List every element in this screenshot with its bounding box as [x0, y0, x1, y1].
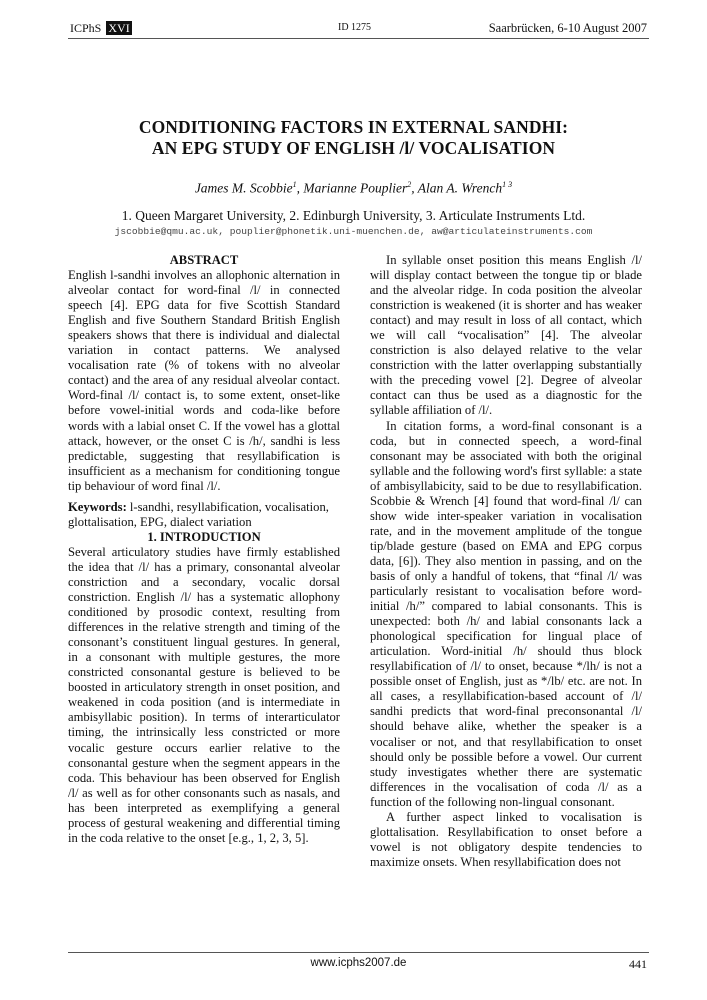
keywords — [68, 500, 340, 530]
author: Marianne Pouplier — [303, 180, 408, 196]
author-affiliation-mark: 2 — [407, 180, 412, 189]
intro-paragraph: Several articulatory studies have firmly established the idea that /l/ has a primary, consonantal alveolar constriction and a secondary, vocalic dorsal constriction. English /l/ has a systematic allophony conditioned by prosodic context, resulting from differences in the relative strength and timing of the consonant’s constituent lingual gestures. In general, in a consonant with multiple gestures, the more constricted consonantal gesture is believed to be boosted in articulatory strength in onset position, and weakened in coda position (and is intermediate in ambisyllabic position). In terms of interarticulator timing, the intrinsically less constricted or more vocalic gesture occurs earlier relative to the consonantal gesture when the segment appears in the coda. This behaviour has been observed for English /l/ as well as for other consonants such as nasals, and has been interpreted as exemplifying a general process of gestural weakening and differential timing in the coda relative to the onset [e.g., 1, 2, 3, 5]. — [68, 544, 340, 845]
author-affiliation-mark: 1 3 — [502, 180, 513, 189]
keywords-text: l-sandhi, resyllabification, vocalisation, glottalisation, EPG, dialect variation — [68, 499, 329, 529]
running-header — [68, 21, 649, 39]
intro-paragraph: In syllable onset position this means English /l/ will display contact between the tongue tip or blade and the alveolar ridge. In coda position the alveolar constriction is weakened (it is shorter and has weaker contact) and may result in loss of all contact, which we will call “vocalisation” [4]. The alveolar constriction is also delayed relative to the velar constriction with the latter overlapping substantially with the preceding vowel [2]. Degree of alveolar contact can thus be used as a diagnostic for the syllable affiliation of /l/. — [370, 253, 642, 418]
right-column — [370, 253, 642, 870]
abstract-text: English l-sandhi involves an allophonic alternation in alveolar contact for word-final /l/ in connected speech [4]. EPG data for five Scottish Standard English and five Southern Standard British English speakers shows that there is individual and dialectal variation in contact patterns. We analysed vocalisation rate (% of tokens with no alveolar contact) and the area of any residual alveolar contact. Word-final /l/ contact is, to some extent, onset-like before vowel-initial words and coda-like before words with a labial onset C. If the vowel has a glottal attack, however, or the onset C is /h/, sandhi is less predictable, suggesting that resyllabification is insufficient as a mechanism for conditioning tongue tip behaviour of word final /l/. — [68, 268, 340, 493]
intro-paragraph: A further aspect linked to vocalisation is glottalisation. Resyllabification to onset before a vowel is not obligatory despite tendencies to maximize onsets. When resyllabification does not — [370, 809, 642, 869]
conference-edition-badge: XVI — [108, 21, 130, 35]
conference-url-link[interactable]: www.icphs2007.de — [310, 957, 407, 969]
author: Alan A. Wrench — [417, 180, 503, 196]
conference-label: ICPhS — [70, 21, 102, 35]
intro-paragraph: In citation forms, a word-final consonant is a coda, but in connected speech, a word-final consonant may be associated with both the original syllable and the following word's first syllable: a state of ambisyllabicity, said to be due to resyllabification. Scobbie & Wrench [4] found that word-final /l/ can show wide inter-speaker variation in vocalisation rate, and in the movement amplitude of the tongue tip/blade gesture (based on EMA and EPG corpus data, [6]). They also mention in passing, and on the basis of only a handful of tokens, that “final /l/ was particularly resistant to vocalisation before word-initial /h/” compared to labial consonants. This is unexpected: both /h/ and labial consonants lack a phonological specification for lingual place of articulation. Word-initial /h/ should thus block resyllabification of /l/ to onset, because */lh/ is not a possible onset of English, just as */lb/ etc. are not. In all cases, a resyllabification-based account of /l/ sandhi predicts that word-final preconsonantal /l/ should behave alike, whether the speaker is a vocaliser or not, and that resyllabification to onset should only be possible before a vowel. Our current study investigates whether there are systematic differences in the vocalisation of coda /l/ as a function of the following non-lingual consonant. — [370, 418, 642, 809]
title-line-2: AN EPG STUDY OF ENGLISH /l/ VOCALISATION — [151, 138, 556, 158]
author-affiliation-mark: 1 — [292, 180, 297, 189]
author: James M. Scobbie — [194, 180, 293, 196]
page-number: 441 — [629, 957, 647, 971]
abstract-heading: ABSTRACT — [169, 253, 239, 267]
page-footer — [68, 952, 649, 971]
location-date: Saarbrücken, 6-10 August 2007 — [488, 21, 647, 35]
title-line-1: CONDITIONING FACTORS IN EXTERNAL SANDHI: — [138, 117, 569, 137]
paper-id: ID 1275 — [338, 22, 372, 33]
affiliations: 1. Queen Margaret University, 2. Edinburgh University, 3. Articulate Instruments Ltd. — [121, 208, 586, 223]
conference-name — [70, 21, 132, 36]
paper-title — [0, 117, 707, 159]
author-emails: jscobbie@qmu.ac.uk, pouplier@phonetik.uni-muenchen.de, aw@articulateinstruments.com — [114, 226, 593, 237]
keywords-label: Keywords: — [68, 499, 127, 514]
left-column — [68, 253, 340, 846]
author-list: James M. Scobbie$^1$, Marianne Pouplier$^2$, Alan A. Wrench$^{1 3}$ — [194, 180, 513, 196]
introduction-heading: 1. INTRODUCTION — [147, 529, 261, 544]
